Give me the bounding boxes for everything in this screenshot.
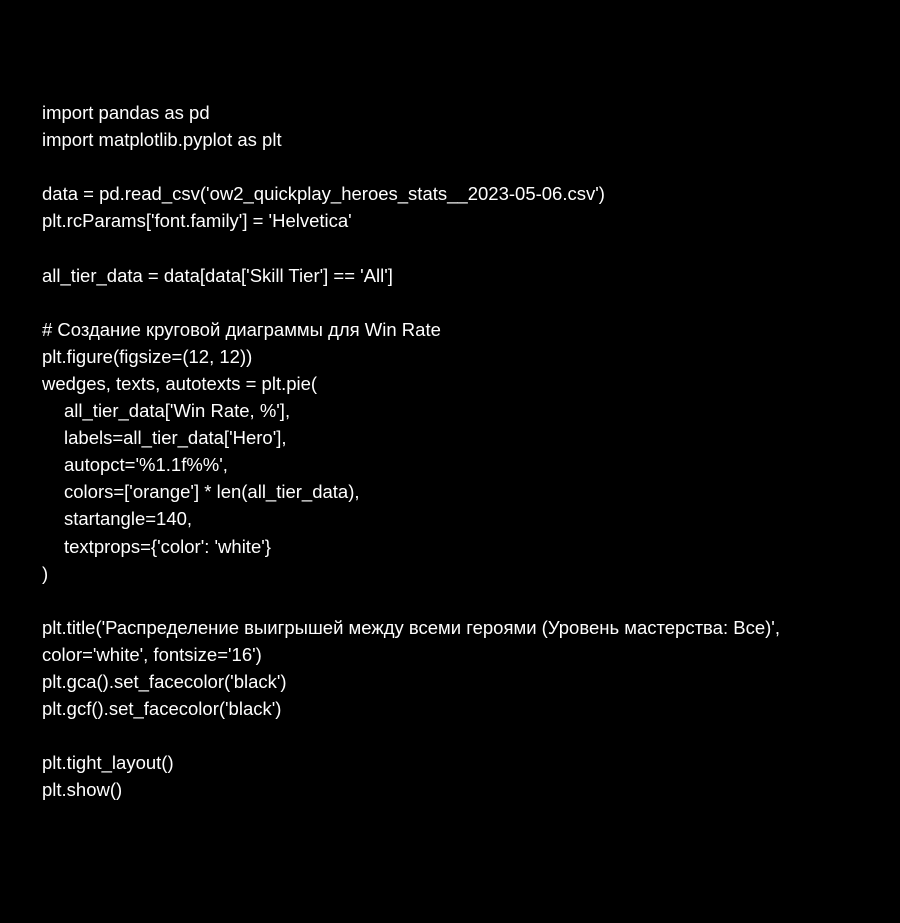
code-line-pie-close: )	[42, 562, 49, 584]
code-line-title-args: color='white', fontsize='16')	[42, 643, 262, 665]
code-line-pie-textprops: textprops={'color': 'white'}	[64, 535, 271, 557]
code-line-show: plt.show()	[42, 779, 123, 801]
code-line-blank	[42, 722, 882, 749]
code-line-blank	[42, 289, 882, 316]
code-line-rcparams: plt.rcParams['font.family'] = 'Helvetica'	[42, 210, 352, 232]
code-line-pie-autopct: autopct='%1.1f%%',	[64, 454, 228, 476]
code-line-pie-colors: colors=['orange'] * len(all_tier_data),	[64, 481, 360, 503]
code-line-pie-values: all_tier_data['Win Rate, %'],	[64, 400, 291, 422]
code-line-read-csv: data = pd.read_csv('ow2_quickplay_heroes_stats__2023-05-06.csv')	[42, 183, 605, 205]
code-line-blank	[42, 587, 882, 614]
code-line-pie-startangle: startangle=140,	[64, 508, 193, 530]
code-line-filter-data: all_tier_data = data[data['Skill Tier'] == 'All']	[42, 264, 393, 286]
code-line-gca-facecolor: plt.gca().set_facecolor('black')	[42, 670, 287, 692]
code-line-pie-call: wedges, texts, autotexts = plt.pie(	[42, 372, 318, 394]
code-line-import-matplotlib: import matplotlib.pyplot as plt	[42, 129, 282, 151]
code-line-gcf-facecolor: plt.gcf().set_facecolor('black')	[42, 698, 282, 720]
code-line-comment: # Создание круговой диаграммы для Win Rate	[42, 318, 441, 340]
code-block	[42, 99, 882, 803]
code-line-import-pandas: import pandas as pd	[42, 102, 210, 123]
code-line-pie-labels: labels=all_tier_data['Hero'],	[64, 427, 287, 449]
code-line-blank	[42, 234, 882, 261]
code-line-tight-layout: plt.tight_layout()	[42, 752, 174, 774]
code-line-blank	[42, 153, 882, 180]
code-line-figure: plt.figure(figsize=(12, 12))	[42, 345, 253, 367]
code-line-title: plt.title('Распределение выигрышей между всеми героями (Уровень мастерства: Все)',	[42, 616, 780, 638]
